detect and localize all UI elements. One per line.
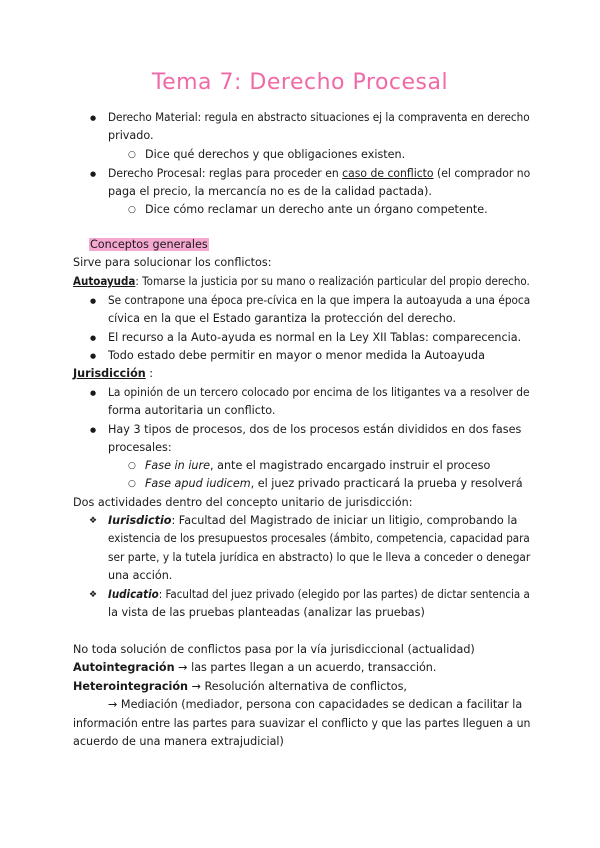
text-line: forma autoritaria un conflicto. [108,404,276,417]
text-line: procesales: [108,441,172,454]
hollow-circle-icon: ○ [128,205,136,215]
text-line: Derecho Material: regula en abstracto situaciones ej la compraventa en derecho [108,111,530,124]
text-line: Dice qué derechos y que obligaciones existen. [145,148,406,161]
hollow-circle-icon: ○ [128,479,136,489]
text-line: existencia de los presupuestos procesales (ámbito, competencia, capacidad para [108,532,530,545]
text-line: paga el precio, la mercancía no es de la calidad pactada). [108,185,432,198]
text-line: Dos actividades dentro del concepto unitario de jurisdicción: [73,496,413,509]
diamond-bullet-icon: ❖ [89,590,98,600]
text-line: ser parte, y la tutela jurídica en abstracto) lo que le lleva a conceder o denegar [108,551,531,564]
text-line: cívica en la que el Estado garantiza la protección del derecho. [108,312,457,325]
text-line: la vista de las pruebas planteadas (analizar las pruebas) [108,606,425,619]
section-heading: Conceptos generales [90,238,208,251]
text-line: Hay 3 tipos de procesos, dos de los procesos están divididos en dos fases [108,423,522,436]
hollow-circle-icon: ○ [128,150,136,160]
text-line: Iudicatio: Facultad del juez privado (elegido por las partes) de dictar sentencia a [108,588,530,601]
text-line: privado. [108,129,154,142]
autoayuda-definition: Autoayuda: Tomarse la justicia por su mano o realización particular del propio derecho. [73,275,530,288]
text-line: El recurso a la Auto-ayuda es normal en la Ley XII Tablas: comparecencia. [108,331,522,344]
bullet-icon: ● [90,352,97,360]
text-line: Fase apud iudicem, el juez privado practicará la prueba y resolverá [145,477,523,490]
bullet-icon: ● [90,334,97,342]
text-line: Derecho Procesal: reglas para proceder en caso de conflicto (el comprador no [108,167,531,180]
text-line: información entre las partes para suavizar el conflicto y que las partes lleguen a un [73,717,531,730]
bullet-icon: ● [90,114,97,122]
text-line: Iurisdictio: Facultad del Magistrado de iniciar un litigio, comprobando la [108,514,518,527]
text-line: Se contrapone una época pre-cívica en la que impera la autoayuda a una época [108,294,531,307]
text-line: → Mediación (mediador, persona con capacidades se dedican a facilitar la [108,698,523,711]
text-line: Sirve para solucionar los conflictos: [73,256,272,269]
bullet-icon: ● [90,297,97,305]
text-line: La opinión de un tercero colocado por encima de los litigantes va a resolver de [108,386,530,399]
bullet-icon: ● [90,389,97,397]
text-line: No toda solución de conflictos pasa por la vía jurisdiccional (actualidad) [73,643,475,656]
page-title: Tema 7: Derecho Procesal [151,70,449,95]
text-line: Todo estado debe permitir en mayor o menor medida la Autoayuda [108,349,486,362]
diamond-bullet-icon: ❖ [89,516,98,526]
text-line: Dice cómo reclamar un derecho ante un órgano competente. [145,203,488,216]
bullet-icon: ● [90,426,97,434]
text-line: Fase in iure, ante el magistrado encargado instruir el proceso [145,459,491,472]
text-line: acuerdo de una manera extrajudicial) [73,735,284,748]
bullet-icon: ● [90,170,97,178]
jurisdiccion-heading: Jurisdicción : [73,367,154,380]
heterointegracion-line: Heterointegración → Resolución alternativa de conflictos, [73,680,407,693]
autointegracion-line: Autointegración → las partes llegan a un acuerdo, transacción. [73,661,437,674]
text-line: una acción. [108,569,173,582]
hollow-circle-icon: ○ [128,461,136,471]
